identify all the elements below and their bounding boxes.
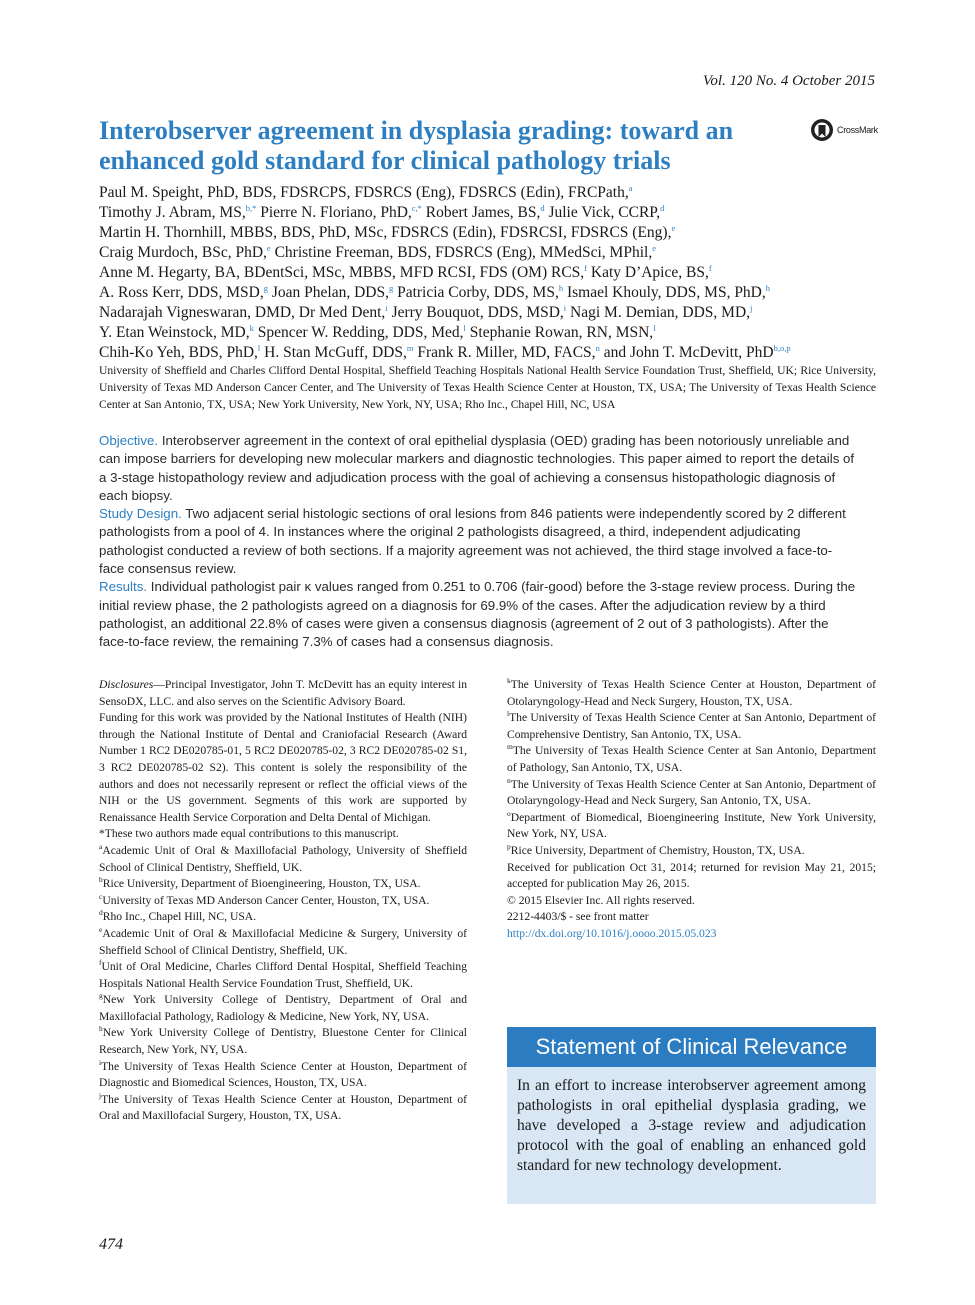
affil-text: The University of Texas Health Science Center at San Antonio, Department of Otolaryngology-Head and Neck Surgery, San Antonio, TX, USA. [507, 777, 876, 808]
doi-line [507, 926, 876, 943]
disclosures-label: Disclosures [99, 678, 154, 691]
affiliation-footnote [99, 926, 467, 959]
affil-mark: c [99, 891, 103, 901]
author-name: Spencer W. Redding, DDS, Med, [257, 324, 464, 341]
footnotes-left [99, 677, 467, 1125]
author-name: Y. Etan Weinstock, MD, [99, 324, 250, 341]
author-affil-mark: f [584, 262, 587, 273]
affil-mark: n [507, 775, 511, 785]
author-name: Paul M. Speight, PhD, BDS, FDSRCPS, FDSRCS (Eng), FDSRCS (Edin), FRCPath, [99, 184, 629, 201]
objective-text: Interobserver agreement in the context of oral epithelial dysplasia (OED) grading has been notoriously unreliable and can impose barriers for developing new molecular markers and diagnostic technologies. This paper aimed to report the details of a 3-stage histopathology review and adjudication process with the goal of achieving a consensus histopathologic diagnosis of each biopsy. [99, 433, 855, 503]
author-list [99, 183, 879, 363]
affil-text: The University of Texas Health Science Center at Houston, Department of Oral and Maxillofacial Surgery, Houston, TX, USA. [99, 1092, 467, 1123]
author-affil-mark: k [249, 322, 254, 333]
objective-label: Objective. [99, 433, 159, 448]
author-name: Joan Phelan, DDS, [271, 284, 389, 301]
disclosures [99, 677, 467, 710]
affiliations-summary: University of Sheffield and Charles Clifford Dental Hospital, Sheffield Teaching Hospitals National Health Service Foundation Trust, Sheffield, UK; Rice University, University of Texas MD Anderson Cancer Center, and The University of Texas Health Science Center at Houston, TX, USA; The University of Texas Health Science Center at San Antonio, TX, USA; New York University, New York, NY, USA; Rho Inc., Chapel Hill, NC, USA [99, 364, 876, 411]
author-name: and John T. McDevitt, PhD [603, 344, 774, 361]
author-name: Patricia Corby, DDS, MS, [397, 284, 559, 301]
crossmark-icon [810, 118, 834, 142]
author-name: Frank R. Miller, MD, FACS, [417, 344, 596, 361]
affil-text: Unit of Oral Medicine, Charles Clifford Dental Hospital, Sheffield Teaching Hospitals National Health Service Foundation Trust, Sheffield, UK. [99, 960, 467, 990]
abstract-design [99, 505, 856, 578]
abstract-results [99, 578, 856, 651]
author-affil-mark: a [628, 182, 633, 193]
author-affil-mark: g [388, 282, 394, 293]
equal-contribution-note: *These two authors made equal contributions to this manuscript. [99, 827, 399, 841]
abstract [99, 432, 856, 652]
author-name: Craig Murdoch, BSc, PhD, [99, 244, 267, 261]
affil-mark: h [99, 1024, 103, 1034]
affil-text: Academic Unit of Oral & Maxillofacial Medicine & Surgery, University of Sheffield School of Clinical Dentistry, Sheffield, UK. [99, 926, 467, 957]
affil-mark: e [99, 925, 103, 935]
affil-text: Rice University, Department of Bioengineering, Houston, TX, USA. [102, 877, 421, 891]
affil-text: The University of Texas Health Science Center at Houston, Department of Diagnostic and Biomedical Sciences, Houston, TX, USA. [99, 1059, 467, 1090]
funding-note: Funding for this work was provided by the National Institutes of Health (NIH) through the National Institute of Dental and Craniofacial Research (Award Number 1 RC2 DE020785-01, 5 RC2 DE020785-02, 3 RC2 DE020785-02 S1, 3 RC2 DE020785-02 S2). This content is solely the responsibility of the authors and does not necessarily represent or reflect the official views of the NIH or the US government. Segments of this work are supported by Renaissance Health Service Corporation and Delta Dental of Michigan. [99, 711, 467, 824]
author-name: Nadarajah Vigneswaran, DMD, Dr Med Dent, [99, 304, 386, 321]
author-affil-mark: l [257, 342, 261, 353]
affil-text: The University of Texas Health Science Center at San Antonio, Department of Comprehensive Dentistry, San Antonio, TX, USA. [507, 711, 876, 741]
affiliation-footnote [99, 992, 467, 1025]
author-affil-mark: m [406, 342, 414, 353]
affiliation-footnote [507, 810, 876, 843]
received-dates: Received for publication Oct 31, 2014; returned for revision May 21, 2015; accepted for publication May 26, 2015. [507, 860, 876, 891]
affil-text: Rice University, Department of Chemistry, Houston, TX, USA. [510, 843, 805, 857]
affil-text: The University of Texas Health Science Center at Houston, Department of Otolaryngology-Head and Neck Surgery, Houston, TX, USA. [507, 678, 876, 708]
author-affil-mark: f [708, 262, 712, 273]
relevance-body: In an effort to increase interobserver agreement among pathologists in oral epithelial dysplasia grading, we have developed a 3-stage review and adjudication protocol with the goal of enabling an enhanced gold standard for new technology development. [507, 1067, 876, 1204]
author-name: Christine Freeman, BDS, FDSRCS (Eng), MMedSci, MPhil, [274, 244, 653, 261]
footnotes-right [507, 677, 876, 943]
affil-mark: m [507, 742, 513, 752]
author-affil-mark: n [595, 342, 600, 353]
author-affil-mark: i [563, 302, 567, 313]
author-affil-mark: j [750, 302, 753, 313]
affil-text: The University of Texas Health Science Center at San Antonio, Department of Pathology, San Antonio, TX, USA. [507, 744, 876, 774]
affil-mark: b [99, 875, 103, 885]
author-affil-mark: e [671, 222, 676, 233]
affil-text: Rho Inc., Chapel Hill, NC, USA. [102, 910, 257, 924]
affil-mark: k [507, 676, 511, 686]
affiliation-footnote [507, 677, 876, 710]
affiliation-footnote [99, 959, 467, 992]
results-text: Individual pathologist pair κ values ranged from 0.251 to 0.706 (fair-good) before the 3-stage review process. During the initial review phase, the 2 pathologists agreed on a diagnosis for 69.9% of the cases. After the adjudication review by a third pathologist, an additional 22.8% of cases were given a consensus diagnosis (agreement of 2 out of 3 pathologists). After the face-to-face review, the remaining 7.3% of cases had a consensus diagnosis. [99, 579, 856, 650]
affil-mark: p [507, 842, 511, 852]
affil-text: Department of Biomedical, Bioengineering Institute, New York University, New York, NY, USA. [507, 810, 876, 841]
copyright: © 2015 Elsevier Inc. All rights reserved. [507, 893, 695, 907]
doi-link[interactable]: http://dx.doi.org/10.1016/j.oooo.2015.05.023 [507, 926, 717, 940]
author-affil-mark: e [266, 242, 271, 253]
affil-mark: d [99, 908, 103, 918]
affil-mark: l [507, 709, 510, 719]
design-label: Study Design. [99, 506, 182, 522]
disclosures-text: —Principal Investigator, John T. McDevitt has an equity interest in SensoDX, LLC. and also serves on the Scientific Advisory Board. [99, 678, 467, 708]
issn: 2212-4403/$ - see front matter [507, 910, 649, 924]
affiliation-footnote [99, 1059, 467, 1092]
article-title: Interobserver agreement in dysplasia grading: toward an enhanced gold standard for clinical pathology trials [99, 116, 734, 175]
author-affil-mark: i [385, 302, 388, 313]
author-affil-mark: b,* [245, 202, 257, 213]
affiliation-footnote [99, 1025, 467, 1058]
author-name: Anne M. Hegarty, BA, BDentSci, MSc, MBBS, MFD RCSI, FDS (OM) RCS, [99, 264, 585, 281]
author-name: Nagi M. Demian, DDS, MD, [570, 304, 751, 321]
author-affil-mark: c,* [411, 202, 422, 213]
author-name: Chih-Ko Yeh, BDS, PhD, [99, 344, 258, 361]
results-label: Results. [99, 579, 148, 595]
author-affil-mark: l [653, 322, 656, 333]
author-name: Pierre N. Floriano, PhD, [260, 204, 412, 221]
author-name: Ismael Khouly, DDS, MS, PhD, [566, 284, 766, 301]
affiliation-footnote [99, 893, 467, 910]
author-name: Julie Vick, CCRP, [548, 204, 661, 221]
affil-mark: i [99, 1057, 102, 1067]
author-affil-mark: h [765, 282, 771, 293]
affil-mark: a [99, 842, 103, 852]
abstract-objective [99, 432, 856, 505]
design-text: Two adjacent serial histologic sections of oral lesions from 846 patients were independently scored by 2 different pathologists from a pool of 4. In instances where the original 2 pathologists disagreed, a third, independent adjudicating pathologist conducted a review of both sections. If a majority agreement was not achieved, the third stage involved a face-to-face consensus review. [99, 506, 846, 577]
author-name: Timothy J. Abram, MS, [99, 204, 246, 221]
affil-mark: o [507, 808, 511, 818]
author-affil-mark: h [558, 282, 564, 293]
affiliation-footnote [99, 876, 467, 893]
affiliation-footnote [99, 843, 467, 876]
affiliation-footnote [99, 909, 467, 926]
affiliation-footnote [99, 1092, 467, 1125]
author-name: Stephanie Rowan, RN, MSN, [469, 324, 654, 341]
author-name: Martin H. Thornhill, MBBS, BDS, PhD, MSc, FDSRCS (Edin), FDSRCSI, FDSRCS (Eng), [99, 224, 672, 241]
author-name: Jerry Bouquot, DDS, MSD, [391, 304, 564, 321]
affil-text: University of Texas MD Anderson Cancer Center, Houston, TX, USA. [102, 893, 430, 907]
author-name: A. Ross Kerr, DDS, MSD, [99, 284, 264, 301]
crossmark-label: CrossMark [837, 125, 878, 135]
author-name: H. Stan McGuff, DDS, [264, 344, 407, 361]
author-affil-mark: g [263, 282, 268, 293]
affiliation-footnote [507, 843, 876, 860]
author-affil-mark: e [652, 242, 656, 253]
affil-text: New York University College of Dentistry, Department of Oral and Maxillofacial Pathology, Radiology & Medicine, New York, NY, USA. [99, 993, 467, 1023]
affil-mark: g [99, 991, 103, 1001]
author-affil-mark: d [540, 202, 545, 213]
crossmark-badge[interactable] [810, 117, 878, 143]
affiliation-footnote [507, 710, 876, 743]
author-name: Robert James, BS, [425, 204, 541, 221]
page-number: 474 [99, 1236, 123, 1253]
author-affil-mark: b,o,p [773, 342, 791, 353]
affil-text: Academic Unit of Oral & Maxillofacial Pathology, University of Sheffield School of Clinical Dentistry, Sheffield, UK. [99, 843, 467, 874]
affiliation-footnote [507, 743, 876, 776]
author-affil-mark: l [463, 322, 466, 333]
affil-mark: f [99, 958, 102, 968]
relevance-heading: Statement of Clinical Relevance [507, 1027, 876, 1067]
affil-mark: j [99, 1090, 102, 1100]
affil-text: New York University College of Dentistry, Bluestone Center for Clinical Research, New York, NY, USA. [99, 1026, 467, 1057]
author-affil-mark: d [660, 202, 665, 213]
author-name: Katy D’Apice, BS, [590, 264, 709, 281]
affiliation-footnote [507, 777, 876, 810]
journal-issue: Vol. 120 No. 4 October 2015 [702, 73, 875, 89]
